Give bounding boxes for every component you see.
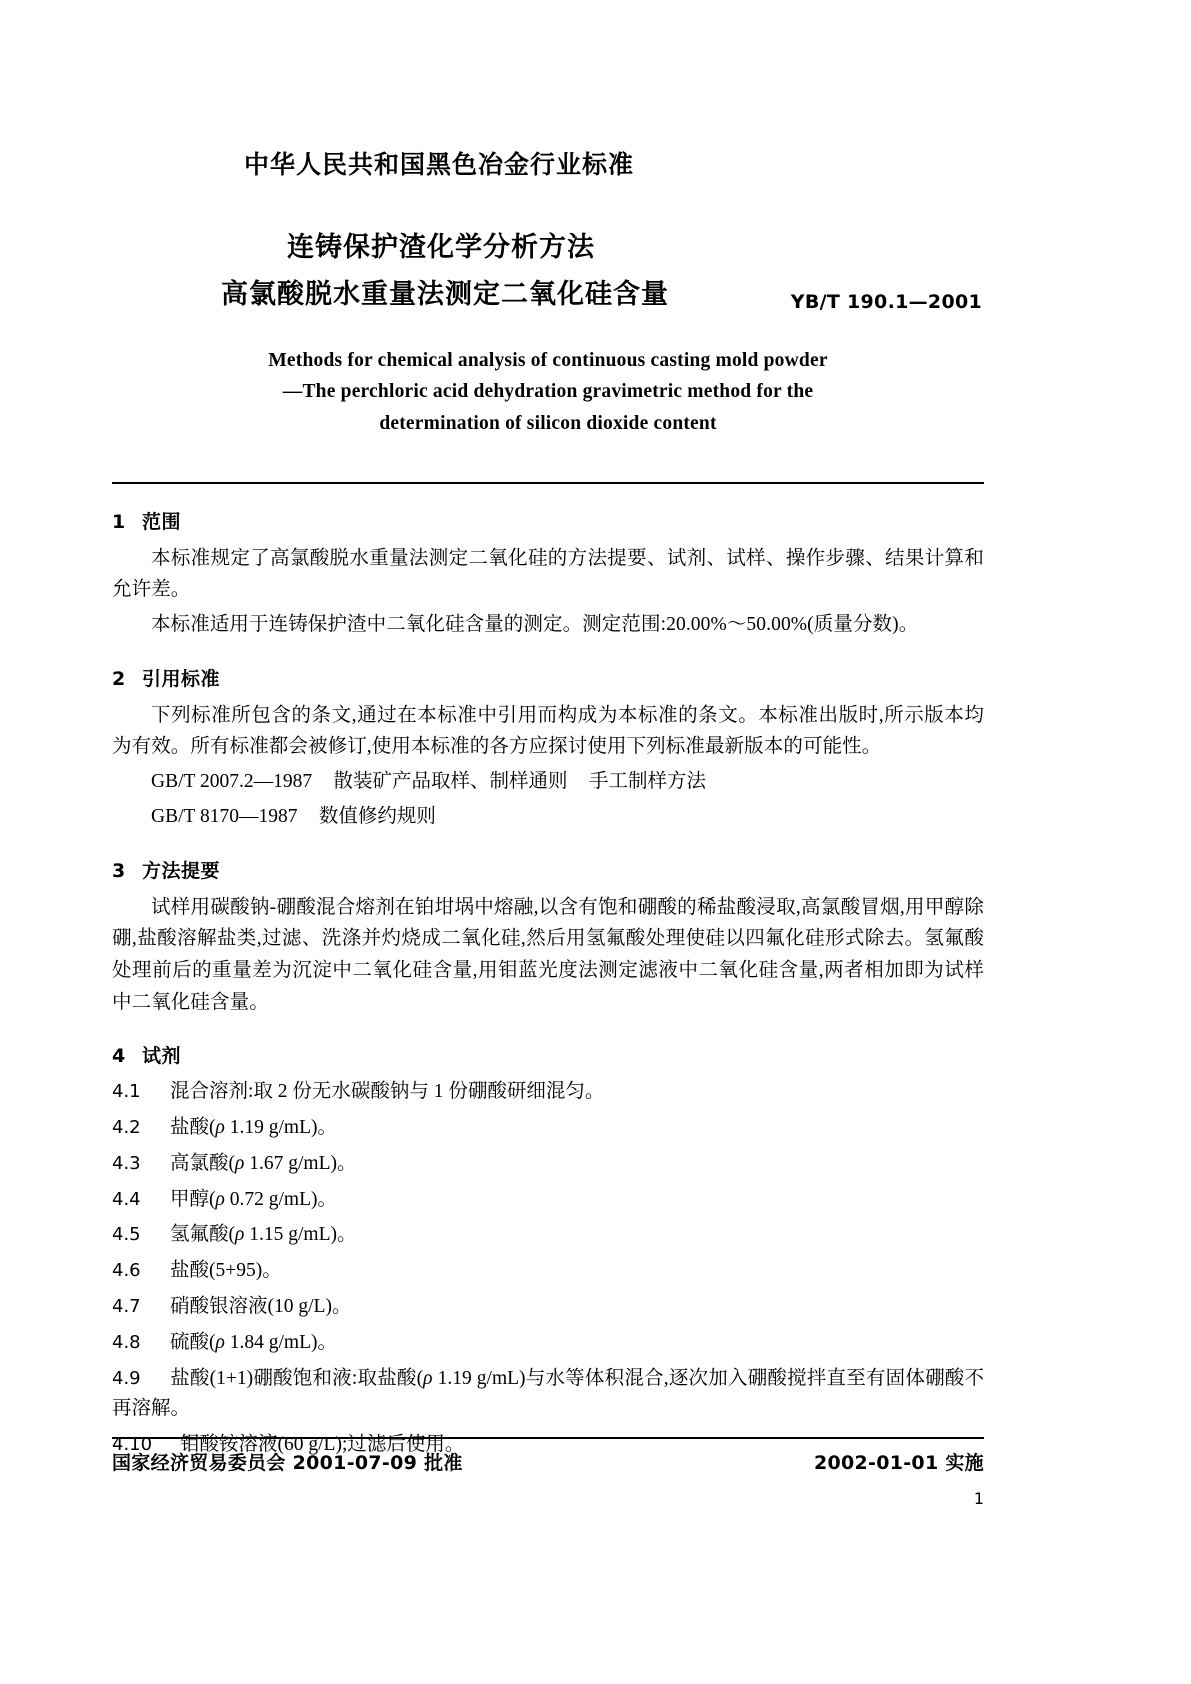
- reagent-item-text: 混合溶剂:取 2 份无水碳酸钠与 1 份硼酸研细混匀。: [170, 1081, 605, 1103]
- referenced-standard-1-title: 散装矿产品取样、制样通则: [333, 770, 568, 792]
- document-body: [112, 507, 984, 1461]
- reagent-list: [112, 1077, 984, 1461]
- footer-divider-rule: [112, 1437, 984, 1439]
- reagent-item: [112, 1149, 984, 1180]
- reagent-item: [112, 1292, 984, 1323]
- reagent-item: [112, 1256, 984, 1287]
- title-block: [112, 224, 984, 319]
- reagent-item-number: 4.8: [112, 1331, 141, 1353]
- clause-heading-1: [112, 507, 984, 534]
- standard-authority-line: 中华人民共和国黑色冶金行业标准: [244, 150, 635, 179]
- clause-1-paragraph-2: 本标准适用于连铸保护渣中二氧化硅含量的测定。测定范围:20.00%～50.00%(质量分数)。: [151, 614, 919, 635]
- referenced-standard-1: [112, 766, 984, 798]
- reagent-item-text: 甲醇(ρ 0.72 g/mL)。: [170, 1188, 337, 1210]
- clause-heading-2: [112, 664, 984, 691]
- clause-title-2: 引用标准: [142, 667, 221, 690]
- reagent-item-text: 氢氟酸(ρ 1.15 g/mL)。: [170, 1224, 357, 1246]
- reagent-item: [112, 1328, 984, 1359]
- clause-heading-4: [112, 1041, 984, 1068]
- approval-statement: 国家经济贸易委员会 2001-07-09 批准: [112, 1452, 463, 1474]
- page-content-area: [112, 0, 984, 1684]
- reagent-item-number: 4.5: [112, 1224, 141, 1246]
- reagent-item-text: 钼酸铵溶液(60 g/L);过滤后使用。: [180, 1434, 465, 1456]
- title-english-line2: —The perchloric acid dehydration gravimetric method for the: [282, 381, 814, 403]
- reagent-item: [112, 1364, 984, 1426]
- reagent-item-text: 盐酸(5+95)。: [170, 1260, 282, 1282]
- reagent-item-text: 盐酸(1+1)硼酸饱和液:取盐酸(ρ 1.19 g/mL)与水等体积混合,逐次加入硼酸搅拌直至有固体硼酸不再溶解。: [112, 1367, 984, 1420]
- implementation-date: 2002-01-01 实施: [813, 1452, 984, 1474]
- title-chinese-line1: 连铸保护渣化学分析方法: [287, 232, 595, 263]
- clause-1-paragraph-1: 本标准规定了高氯酸脱水重量法测定二氧化硅的方法提要、试剂、试样、操作步骤、结果计算和允许差。: [112, 547, 984, 601]
- clause-2-paragraph-1: 下列标准所包含的条文,通过在本标准中引用而构成为本标准的条文。本标准出版时,所示版本均为有效。所有标准都会被修订,使用本标准的各方应探讨使用下列标准最新版本的可能性。: [112, 704, 984, 758]
- reagent-item-text: 硝酸银溶液(10 g/L)。: [170, 1295, 352, 1317]
- reagent-item-number: 4.10: [112, 1434, 153, 1456]
- reagent-item-number: 4.2: [112, 1117, 141, 1138]
- page-number: 1: [973, 1489, 984, 1508]
- referenced-standard-2-title: 数值修约规则: [318, 806, 436, 828]
- reagent-item: [112, 1077, 984, 1108]
- referenced-standard-1-subtitle: 手工制样方法: [588, 770, 706, 792]
- clause-title-1: 范围: [142, 510, 182, 533]
- reagent-item-text: 高氯酸(ρ 1.67 g/mL)。: [170, 1152, 357, 1174]
- cover-block: [112, 0, 984, 440]
- reagent-item: [112, 1220, 984, 1251]
- reagent-item-number: 4.4: [112, 1188, 141, 1210]
- referenced-standard-1-code: GB/T 2007.2—1987: [151, 770, 313, 792]
- clause-heading-3: [112, 856, 984, 883]
- reagent-item-number: 4.9: [112, 1367, 141, 1389]
- document-title-english: [112, 345, 984, 440]
- reagent-item: [112, 1185, 984, 1216]
- clause-number-3: 3: [112, 859, 126, 882]
- footer-row: [112, 1448, 984, 1475]
- reagent-item-text: 盐酸(ρ 1.19 g/mL)。: [170, 1117, 337, 1138]
- clause-number-4: 4: [112, 1045, 126, 1068]
- referenced-standard-2: [112, 801, 984, 833]
- clause-3-paragraph-1: 试样用碳酸钠-硼酸混合熔剂在铂坩埚中熔融,以含有饱和硼酸的稀盐酸浸取,高氯酸冒烟,用甲醇除硼,盐酸溶解盐类,过滤、洗涤并灼烧成二氧化硅,然后用氢氟酸处理使硅以四氟化硅形式除去。氢氟酸处理前后的重量差为沉淀中二氧化硅含量,用钼蓝光度法测定滤液中二氧化硅含量,两者相加即为试样中二氧化硅含量。: [112, 896, 984, 1013]
- title-english-line3: determination of silicon dioxide content: [379, 413, 717, 435]
- header-divider-rule: [112, 482, 984, 484]
- reagent-item-number: 4.3: [112, 1152, 141, 1174]
- reagent-item-number: 4.7: [112, 1295, 141, 1317]
- clause-number-2: 2: [112, 667, 126, 690]
- reagent-item: [112, 1113, 984, 1144]
- clause-number-1: 1: [112, 510, 126, 533]
- clause-title-3: 方法提要: [142, 859, 221, 882]
- title-english-line1: Methods for chemical analysis of continuous casting mold powder: [268, 349, 828, 371]
- reagent-item-number: 4.1: [112, 1081, 141, 1103]
- reagent-item-text: 硫酸(ρ 1.84 g/mL)。: [170, 1331, 337, 1353]
- clause-title-4: 试剂: [142, 1045, 182, 1068]
- page-footer: [112, 1437, 984, 1508]
- standard-code: YB/T 190.1—2001: [790, 290, 982, 313]
- referenced-standard-2-code: GB/T 8170—1987: [151, 806, 298, 828]
- title-chinese-line2: 高氯酸脱水重量法测定二氧化硅含量: [221, 279, 669, 311]
- reagent-item-number: 4.6: [112, 1260, 141, 1282]
